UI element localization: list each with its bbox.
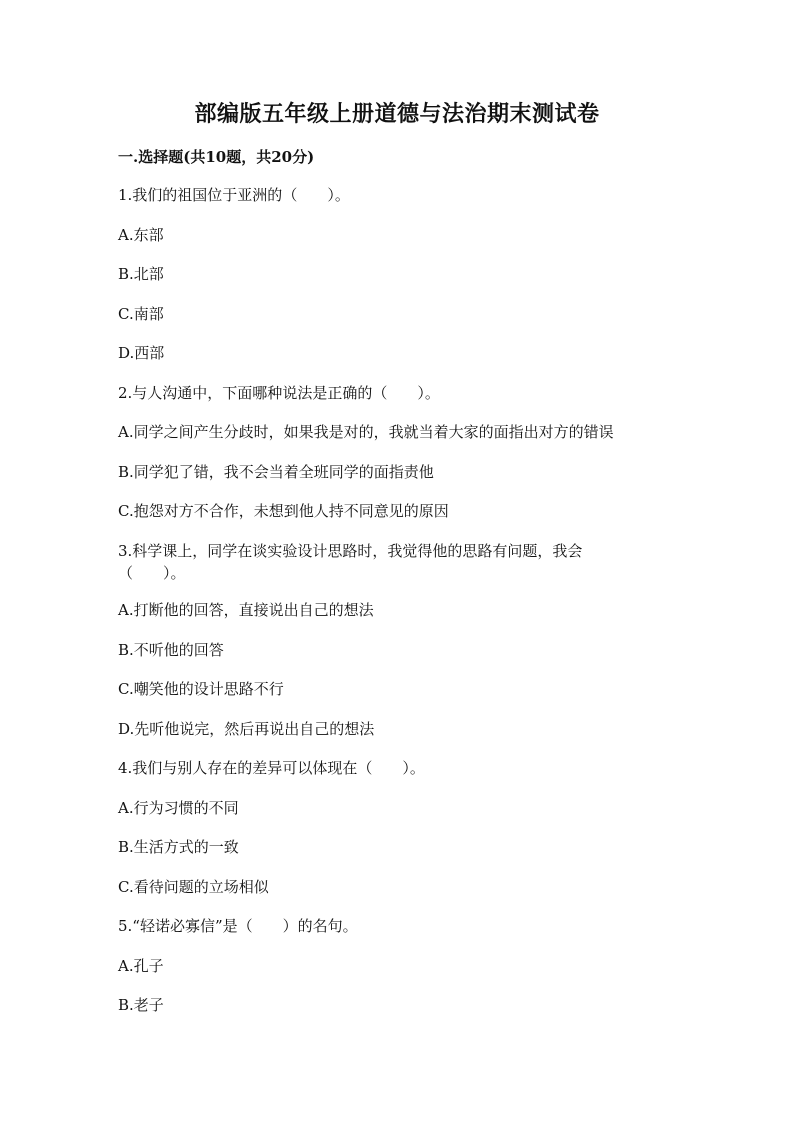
question-4-option-c: C.看待问题的立场相似 <box>118 878 269 896</box>
question-2-stem: 2.与人沟通中，下面哪种说法是正确的（ ）。 <box>118 384 440 402</box>
question-4-option-b: B.生活方式的一致 <box>118 838 239 856</box>
page-title: 部编版五年级上册道德与法治期末测试卷 <box>194 101 600 127</box>
question-3-stem: 3.科学课上，同学在谈实验设计思路时，我觉得他的思路有问题，我会（ ）。 <box>118 542 583 582</box>
question-1-option-b: B.北部 <box>118 265 164 283</box>
question-1-option-d: D.西部 <box>118 344 165 362</box>
question-1-option-a: A.东部 <box>118 226 164 244</box>
question-4-stem: 4.我们与别人存在的差异可以体现在（ ）。 <box>118 759 425 777</box>
question-5-stem: 5.“轻诺必寡信”是（ ）的名句。 <box>118 917 358 935</box>
question-2-option-b: B.同学犯了错，我不会当着全班同学的面指责他 <box>118 463 434 481</box>
question-2-option-a: A.同学之间产生分歧时，如果我是对的，我就当着大家的面指出对方的错误 <box>118 423 614 441</box>
question-3-option-c: C.嘲笑他的设计思路不行 <box>118 680 284 698</box>
question-1-option-c: C.南部 <box>118 305 164 323</box>
question-5-option-b: B.老子 <box>118 996 164 1014</box>
section-heading: 一.选择题(共10题，共20分) <box>118 148 315 166</box>
question-2-option-c: C.抱怨对方不合作，未想到他人持不同意见的原因 <box>118 502 449 520</box>
question-4-option-a: A.行为习惯的不同 <box>118 799 239 817</box>
question-1-stem: 1.我们的祖国位于亚洲的（ ）。 <box>118 186 350 204</box>
question-3-option-b: B.不听他的回答 <box>118 641 224 659</box>
question-3-option-a: A.打断他的回答，直接说出自己的想法 <box>118 601 374 619</box>
question-3-option-d: D.先听他说完，然后再说出自己的想法 <box>118 720 375 738</box>
question-5-option-a: A.孔子 <box>118 957 164 975</box>
